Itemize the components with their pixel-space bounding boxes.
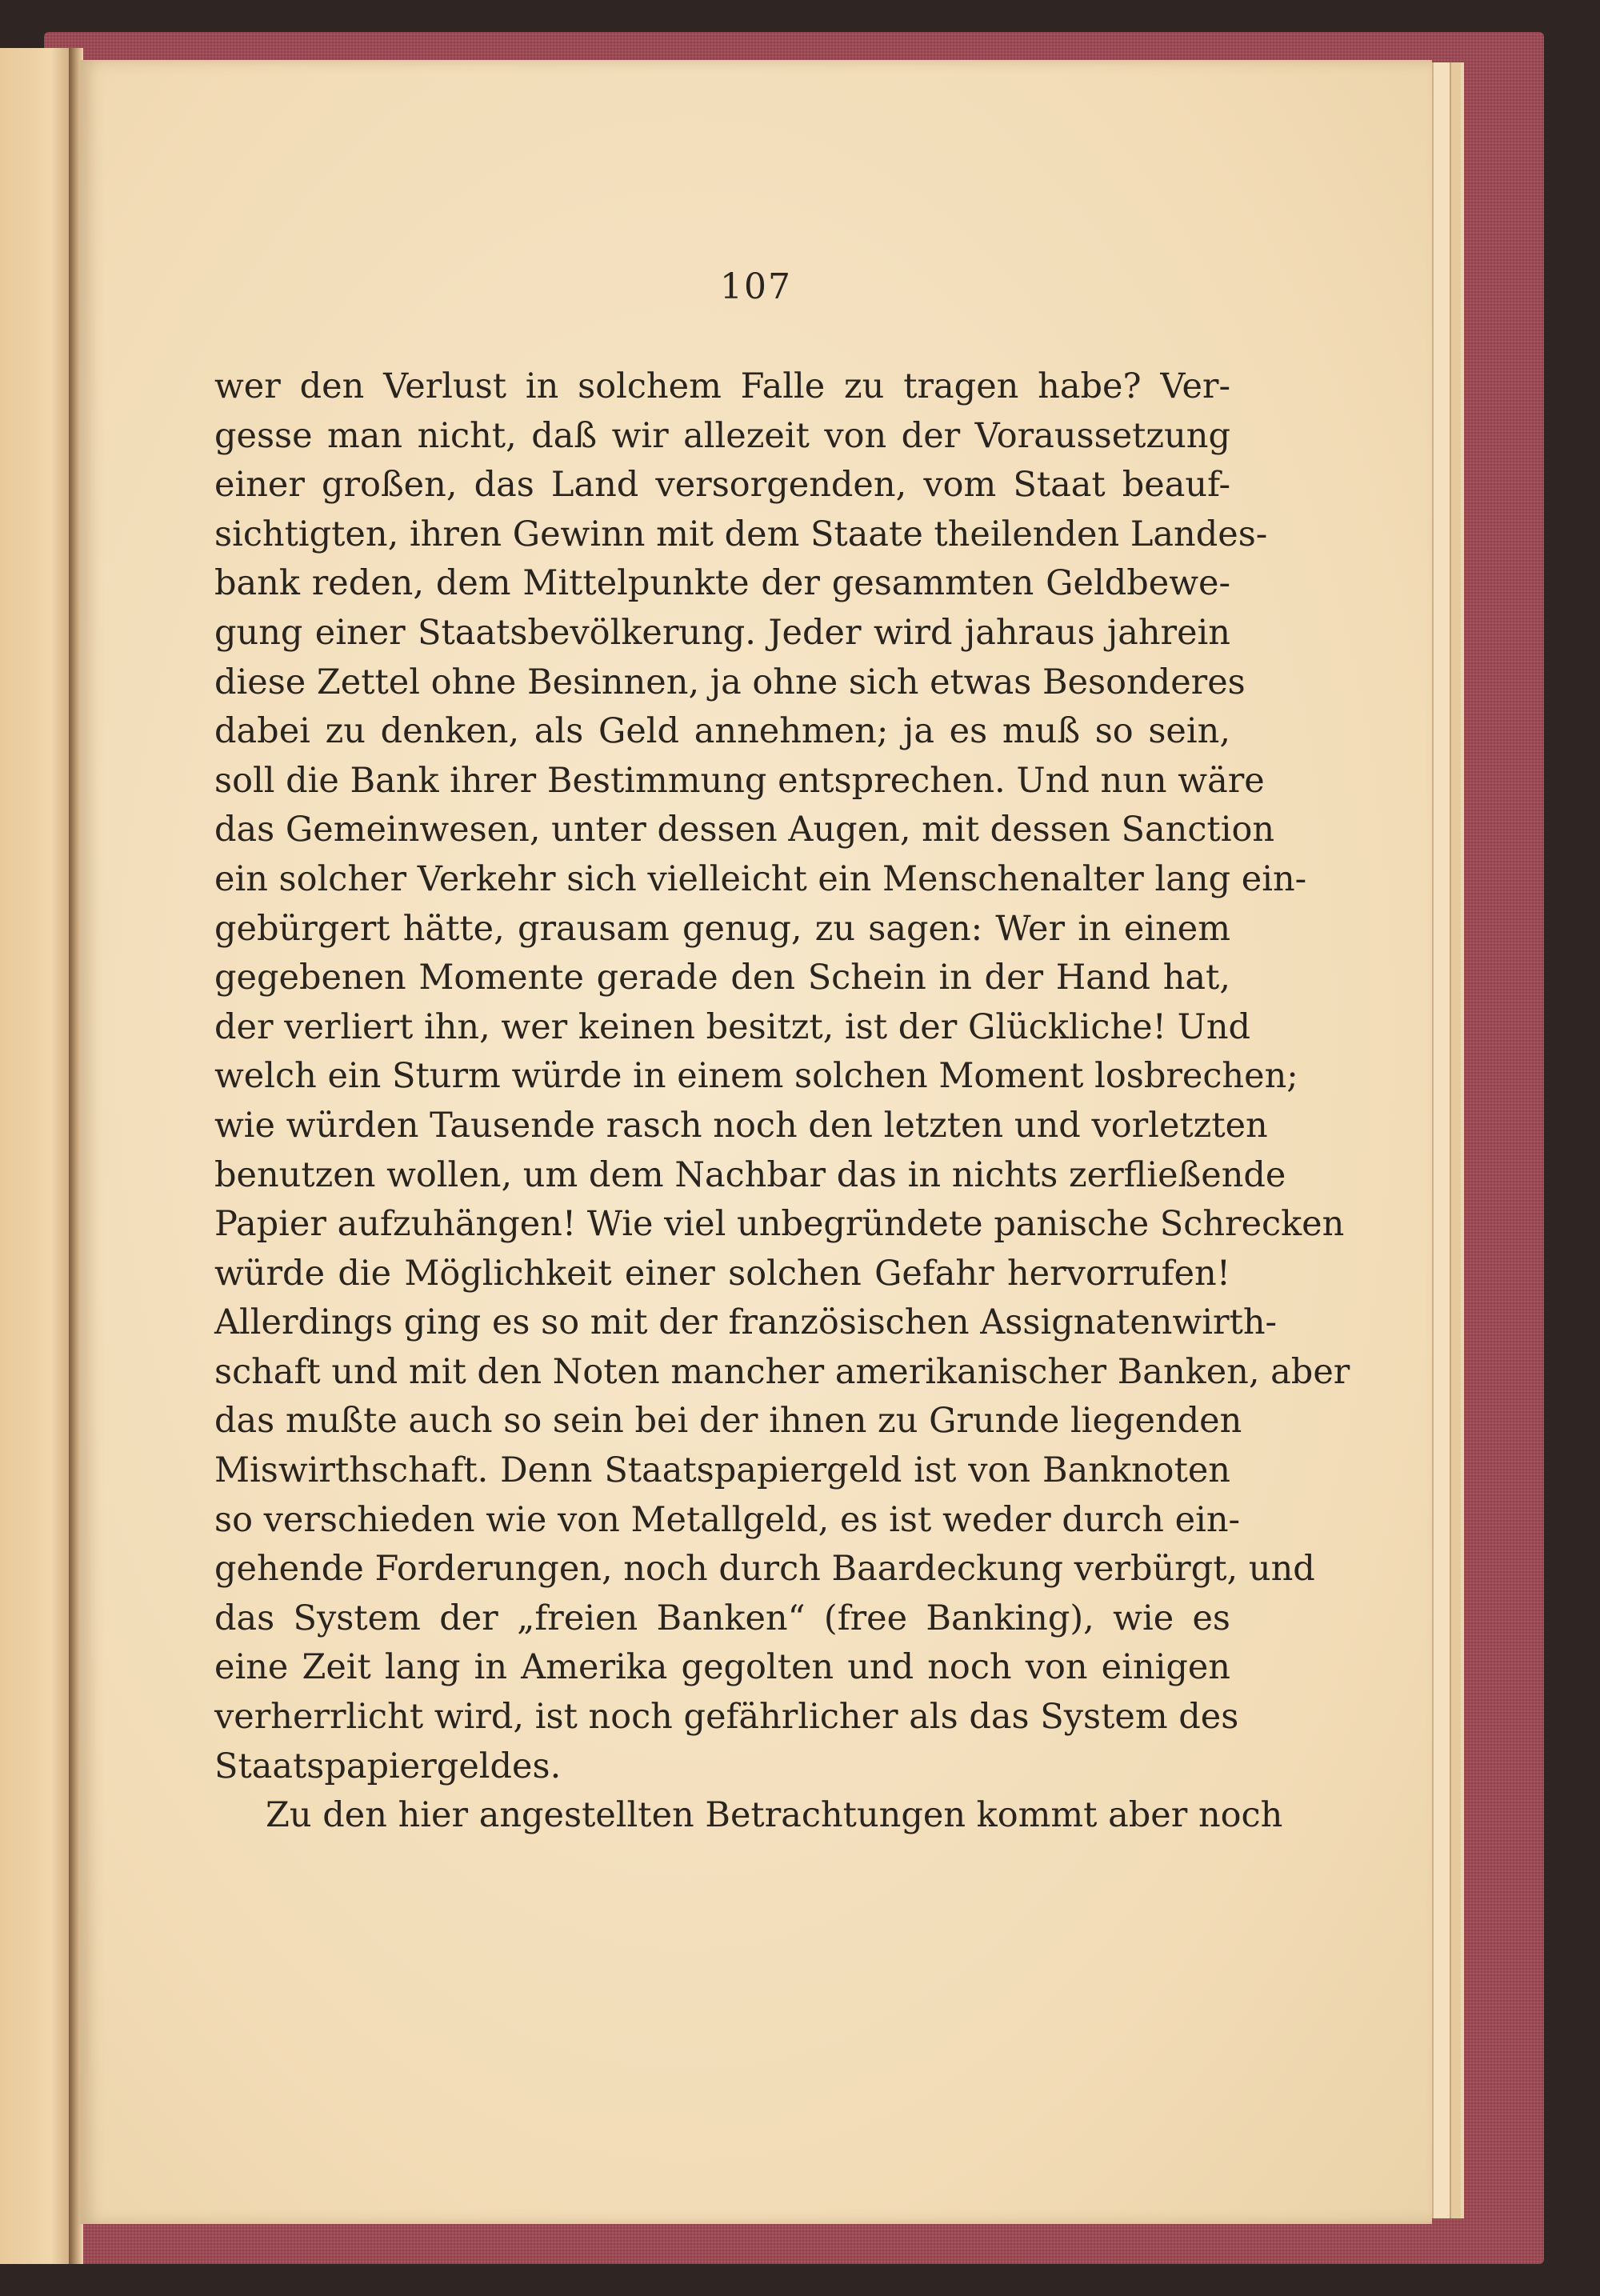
text-line: würde die Möglichkeit einer solchen Gefahr hervorrufen! (214, 1253, 1230, 1294)
text-line: benutzen wollen, um dem Nachbar das in nichts zerfließende (214, 1154, 1286, 1195)
text-line: wer den Verlust in solchem Falle zu tragen habe? Ver- (214, 366, 1230, 406)
body-text (214, 362, 1350, 1841)
text-line: gesse man nicht, daß wir allezeit von der Voraussetzung (214, 415, 1230, 456)
text-line: Staatspapiergeldes. (214, 1746, 562, 1786)
text-line: Allerdings ging es so mit der französischen Assignatenwirth- (214, 1302, 1278, 1343)
text-line: wie würden Tausende rasch noch den letzten und vorletzten (214, 1105, 1268, 1146)
text-line: verherrlicht wird, ist noch gefährlicher als das System des (214, 1697, 1239, 1738)
text-line: soll die Bank ihrer Bestimmung entsprechen. Und nun wäre (214, 760, 1265, 801)
text-line: das mußte auch so sein bei der ihnen zu Grunde liegenden (214, 1401, 1242, 1442)
text-line: welch ein Sturm würde in einem solchen Moment losbrechen; (214, 1056, 1298, 1097)
text-line: ein solcher Verkehr sich vielleicht ein Menschenalter lang ein- (214, 858, 1307, 899)
text-line: gebürgert hätte, grausam genug, zu sagen: Wer in einem (214, 908, 1230, 949)
page-block-edge (1450, 62, 1461, 2218)
text-line: Papier aufzuhängen! Wie viel unbegründete panische Schrecken (214, 1204, 1345, 1245)
text-line: Miswirthschaft. Denn Staatspapiergeld ist von Banknoten (214, 1450, 1230, 1491)
text-line: eine Zeit lang in Amerika gegolten und noch von einigen (214, 1647, 1230, 1688)
page-number: 107 (720, 266, 792, 307)
text-line: gung einer Staatsbevölkerung. Jeder wird jahraus jahrein (214, 612, 1230, 653)
text-line: der verliert ihn, wer keinen besitzt, ist der Glückliche! Und (214, 1006, 1251, 1047)
text-line: so verschieden wie von Metallgeld, es ist weder durch ein- (214, 1499, 1241, 1540)
text-line: diese Zettel ohne Besinnen, ja ohne sich etwas Besonderes (214, 662, 1246, 702)
text-line: Zu den hier angestellten Betrachtungen kommt aber noch (266, 1795, 1283, 1836)
text-line: schaft und mit den Noten mancher amerikanischer Banken, aber (214, 1351, 1350, 1392)
left-facing-page (0, 48, 74, 2264)
text-line: gegebenen Momente gerade den Schein in der Hand hat, (214, 958, 1230, 998)
text-line: das Gemeinwesen, unter dessen Augen, mit dessen Sanction (214, 810, 1275, 850)
text-line: gehende Forderungen, noch durch Baardeckung verbürgt, und (214, 1549, 1315, 1590)
text-line: das System der „freien Banken“ (free Banking), wie es (214, 1598, 1230, 1638)
text-line: dabei zu denken, als Geld annehmen; ja es muß so sein, (214, 711, 1230, 752)
text-line: sichtigten, ihren Gewinn mit dem Staate theilenden Landes- (214, 514, 1268, 554)
book-page (80, 60, 1432, 2224)
text-line: bank reden, dem Mittelpunkte der gesammten Geldbewe- (214, 563, 1230, 604)
text-line: einer großen, das Land versorgenden, vom Staat beauf- (214, 465, 1230, 506)
